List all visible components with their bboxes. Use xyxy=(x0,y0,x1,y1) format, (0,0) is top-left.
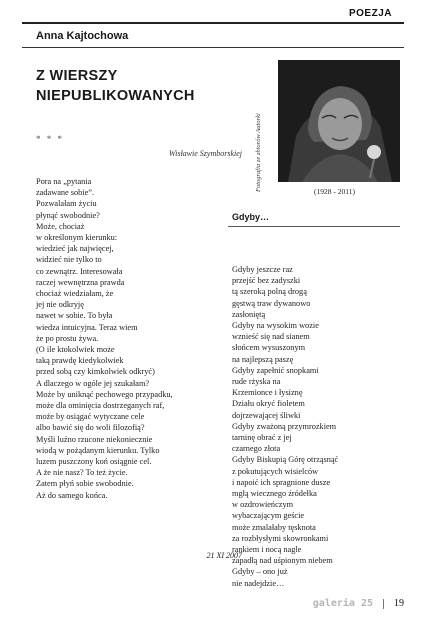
poem-line: Aż do samego końca. xyxy=(36,490,108,500)
footer-divider xyxy=(383,599,384,609)
poem-date: 21 XI 2007 xyxy=(206,551,242,560)
poem-line: Może, chociaż xyxy=(36,221,85,231)
poem-line: za rozbłysłymi skowronkami xyxy=(232,533,329,543)
poem-line: przejść bez zadyszki xyxy=(232,276,301,286)
poem-line: zasłoniętą xyxy=(232,309,266,319)
poem-line: tarninę obrać z jej xyxy=(232,433,292,443)
section-label: POEZJA xyxy=(348,8,392,19)
poem-dedication: Wisławie Szymborskiej xyxy=(168,149,242,158)
poem-line: zadawane sobie”. xyxy=(36,188,95,198)
poem-line: słońcem wysuszonym xyxy=(232,343,306,353)
top-rule xyxy=(22,22,404,24)
poem2-title: Gdyby… xyxy=(232,212,270,222)
poem-untitled xyxy=(36,176,173,501)
poem-line: jej nie odkryję xyxy=(36,300,84,310)
poem-line: raczej wewnętrzna prawda xyxy=(36,277,125,287)
poem-line: gęstwą traw dywanowo xyxy=(232,298,311,308)
poem-line: dojrzewającej śliwki xyxy=(232,410,301,420)
poem-gdyby xyxy=(232,264,338,589)
poem-line: Pora na „pytania xyxy=(36,177,92,186)
poem-line: płynąć swobodnie? xyxy=(36,210,100,220)
poem-line: co zewnątrz. Interesowała xyxy=(36,266,123,276)
poem-line: Może by uniknąć pechowego przypadku, xyxy=(36,389,173,399)
poem-line: rankiem i nocą nagle xyxy=(232,545,302,555)
poem-line: może zmalałaby tęsknota xyxy=(232,522,316,532)
poem-line: nie nadejdzie… xyxy=(232,578,285,588)
photo-caption: (1928 - 2011) xyxy=(314,187,355,196)
poem-line: A że nie nasz? To też życie. xyxy=(36,468,128,478)
poem-line: w określonym kierunku: xyxy=(36,233,118,243)
poem-line: wznieść się nad sianem xyxy=(232,332,310,342)
poem-line: z pokutujących wisielców xyxy=(232,466,319,476)
article-title: Z WIERSZY NIEPUBLIKOWANYCH xyxy=(36,68,195,104)
poem-line: tą szeroką polną drogą xyxy=(232,287,307,297)
author-photo xyxy=(278,60,400,182)
photo-credit: Fotografia ze zbiorów Autorki xyxy=(255,113,262,192)
poem-line: Pozwalałam życiu xyxy=(36,199,97,209)
poem-line: wybaczającym geście xyxy=(232,511,305,521)
poem-line: że po prostu żywa. xyxy=(36,333,99,343)
poem-line: może dla ominięcia dostrzeganych raf, xyxy=(36,401,165,411)
poem-line: Działu okryć fioletem xyxy=(232,399,305,409)
author-name: Anna Kajtochowa xyxy=(36,30,129,42)
poem-line: wiedzieć jak najwięcej, xyxy=(36,244,114,254)
poem-line: rude rżyska na xyxy=(232,377,281,387)
poem-line: mgłą wiecznego źródełka xyxy=(232,489,317,499)
page-footer xyxy=(313,598,404,609)
poem-line: Gdyby zapełnić snopkami xyxy=(232,365,319,375)
poem-line: czarnego złota xyxy=(232,444,281,454)
poem-line: Krzemionce i łysiznę xyxy=(232,388,303,398)
poem-line: A dlaczego w ogóle jej szukałam? xyxy=(36,378,150,388)
author-rule xyxy=(22,47,404,48)
poem-line: przed sobą czy kimkolwiek odkryć) xyxy=(36,367,155,377)
poem-line: Gdyby na wysokim wozie xyxy=(232,321,319,331)
poem-stars: * * * xyxy=(36,134,64,144)
poem-line: w ozdrowieńczym xyxy=(232,500,294,510)
poem-line: zapadłą nad uśpionym niebem xyxy=(232,556,333,566)
poem-line: chociaż wiedziałam, że xyxy=(36,289,114,299)
poem-line: luzem puszczony koń osiągnie cel. xyxy=(36,457,152,467)
poem-line: na najlepszą paszę xyxy=(232,354,294,364)
poem-line: widzieć nie tylko to xyxy=(36,255,102,265)
poem-line: wiedza intuicyjna. Teraz wiem xyxy=(36,322,138,332)
poem-line: (O ile ktokolwiek może xyxy=(36,345,115,355)
poem-line: Gdyby Biskupią Górę otrząsnąć xyxy=(232,455,339,465)
poem-line: może by osiągać wytyczane cele xyxy=(36,412,145,422)
poem-line: taką prawdę kiedykolwiek xyxy=(36,356,124,366)
poem-line: Zatem płyń sobie swobodnie. xyxy=(36,479,134,489)
poem-line: Gdyby jeszcze raz xyxy=(232,265,293,274)
poem-line: Myśli luźno rzucone niekoniecznie xyxy=(36,434,153,444)
poem-line: nawet w sobie. To była xyxy=(36,311,113,321)
magazine-name: galeria 25 xyxy=(312,598,373,609)
poem2-title-rule xyxy=(228,226,400,227)
poem-line: wiodą w pożądanym kierunku. Tylko xyxy=(36,445,160,455)
poem-line: i napoić ich spragnione dusze xyxy=(232,477,331,487)
poem-line: Gdyby – ono już xyxy=(232,567,288,577)
poem-line: Gdyby zważoną przymrozkiem xyxy=(232,421,337,431)
page-number: 19 xyxy=(394,598,404,609)
poem-line: albo bawić się do woli filozofią? xyxy=(36,423,145,433)
